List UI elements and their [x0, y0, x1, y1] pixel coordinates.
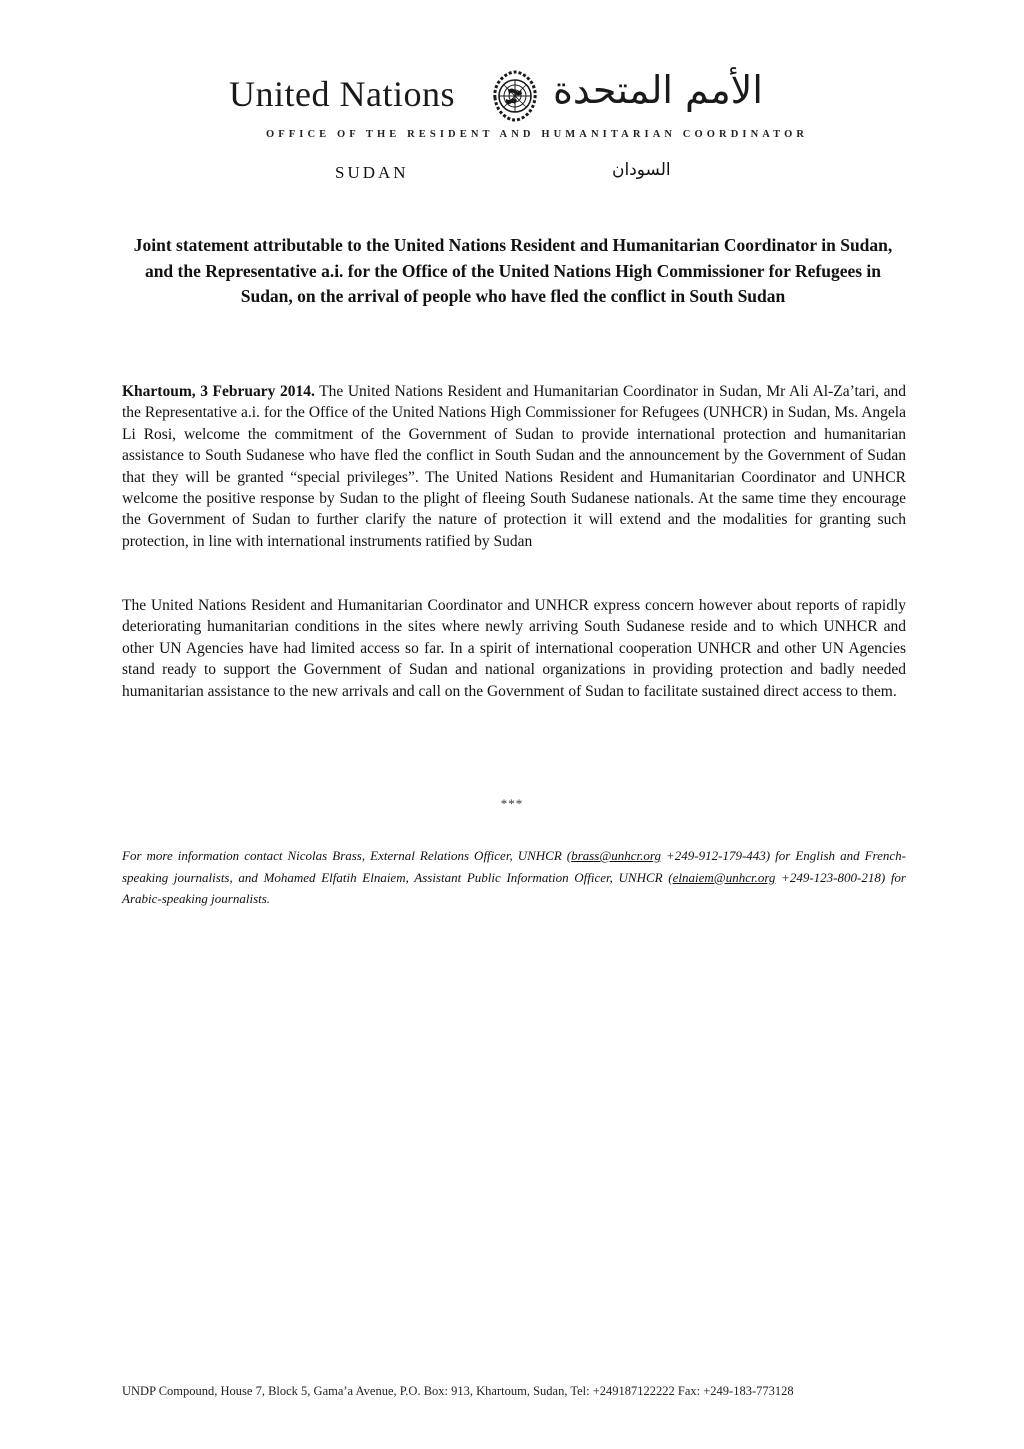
country-arabic: السودان	[612, 160, 671, 180]
email-link-elnaiem[interactable]: elnaiem@unhcr.org	[672, 869, 776, 885]
body-paragraph-2: The United Nations Resident and Humanitarian Coordinator and UNHCR express concern however about reports of rapidly deteriorating humanitarian conditions in the sites where newly arriving South Sudanese reside and to which UNHCR and other UN Agencies have had limited access so far. In a spirit of international cooperation UNHCR and other UN Agencies stand ready to support the Government of Sudan and national organizations in providing protection and badly needed humanitarian assistance to the new arrivals and call on the Government of Sudan to facilitate sustained direct access to them.	[122, 597, 906, 700]
statement-title: Joint statement attributable to the United Nations Resident and Humanitarian Coordinator in Sudan, and the Representative a.i. for the Office of the United Nations High Commissioner for Refugees in Sudan, on the arrival of people who have fled the conflict in South Sudan	[133, 235, 893, 306]
footer-address: UNDP Compound, House 7, Block 5, Gama’a Avenue, P.O. Box: 913, Khartoum, Sudan, Tel: +249187122222 Fax: +249-183-773128	[122, 1384, 794, 1398]
contact-text-1: For more information contact Nicolas Brass, External Relations Officer, UNHCR (	[122, 848, 572, 863]
section-separator: ***	[500, 796, 524, 811]
body-paragraph-1	[122, 381, 906, 552]
paragraph-1-text: The United Nations Resident and Humanitarian Coordinator in Sudan, Mr Ali Al-Za’tari, and the Representative a.i. for the Office of the United Nations High Commissioner for Refugees (UNHCR) in Sudan, Ms. Angela Li Rosi, welcome the commitment of the Government of Sudan to provide international protection and humanitarian assistance to South Sudanese who have fled the conflict in South Sudan and the announcement by the Government of Sudan that they will be granted “special privileges”. The United Nations Resident and Humanitarian Coordinator and UNHCR welcome the positive response by Sudan to the plight of fleeing South Sudanese nationals. At the same time they encourage the Government of Sudan to further clarify the nature of protection it will extend and the modalities for granting such protection, in line with international instruments ratified by Sudan	[122, 383, 906, 550]
office-name: OFFICE OF THE RESIDENT AND HUMANITARIAN COORDINATOR	[266, 129, 809, 140]
country-english: SUDAN	[335, 163, 409, 182]
contact-text-2: +249-912-179-443) for English and French-speaking journalists, and Mohamed Elfatih Elnaiem, Assistant Public Information Officer, UNHCR (	[122, 848, 907, 885]
dateline: Khartoum, 3 February 2014.	[122, 383, 315, 400]
un-emblem-icon	[481, 68, 549, 124]
contact-information	[122, 845, 906, 910]
contact-text-3: +249-123-800-218) for Arabic-speaking journalists.	[122, 869, 906, 907]
letterhead	[0, 68, 1024, 198]
email-link-brass[interactable]: brass@unhcr.org	[571, 848, 661, 863]
org-name-arabic: الأمم المتحدة	[553, 68, 763, 112]
org-name-english: United Nations	[229, 74, 455, 114]
